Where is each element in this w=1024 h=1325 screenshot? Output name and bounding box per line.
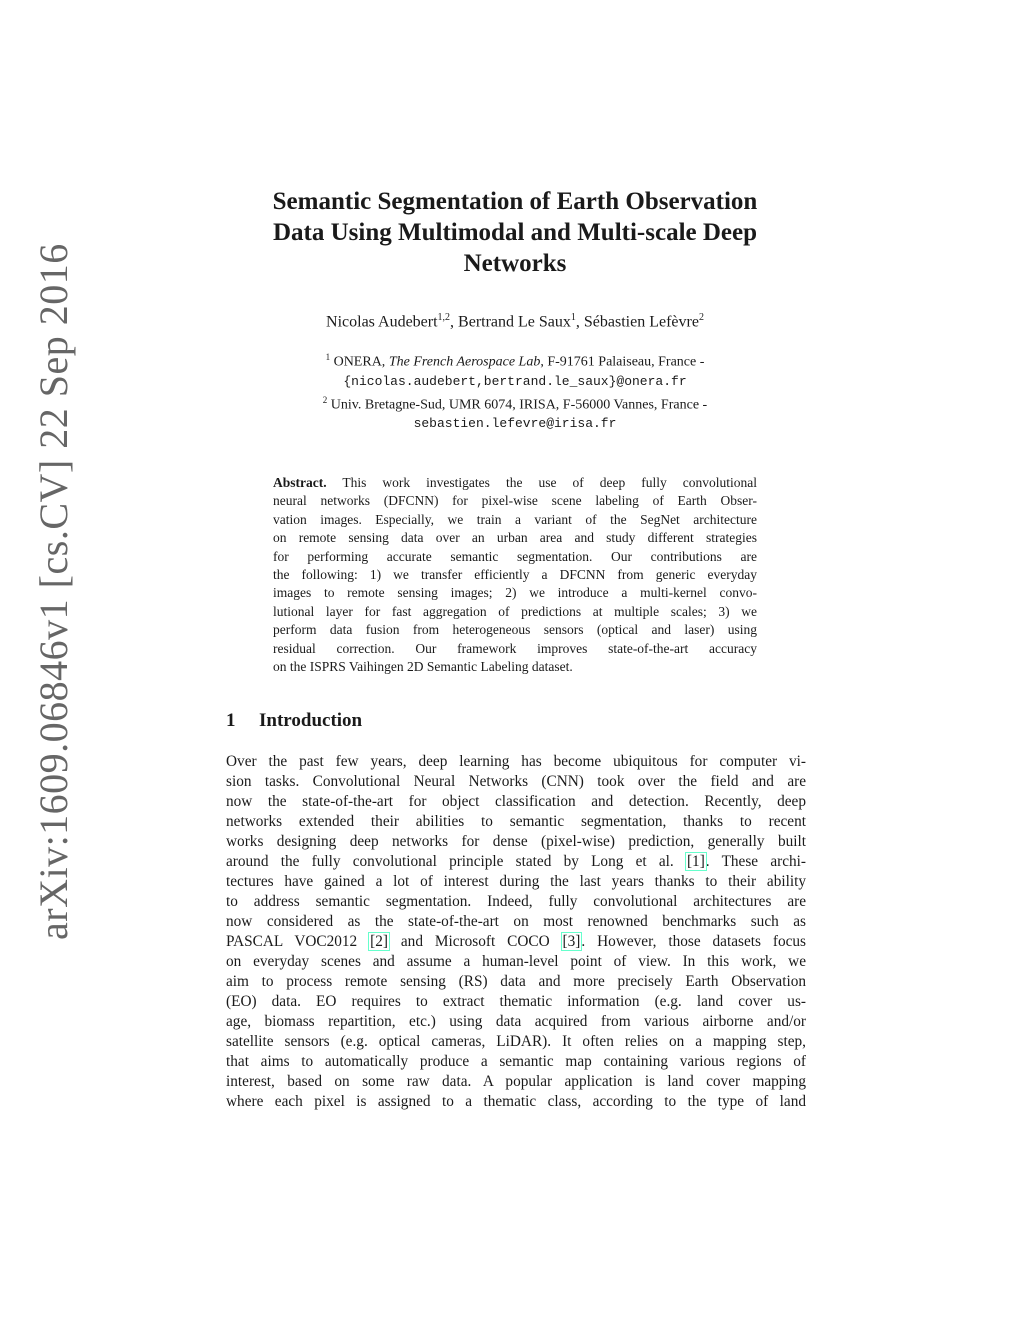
- author-affil-mark: 2: [698, 312, 704, 323]
- body-line: age, biomass repartition, etc.) using data acquired from various airborne and/or: [226, 1013, 806, 1030]
- author-affil-mark: 1,2: [437, 312, 451, 323]
- abstract-line: [273, 474, 757, 492]
- abstract-line: neural networks (DFCNN) for pixel-wise scene labeling of Earth Obser-: [273, 493, 757, 509]
- section-number: 1: [226, 710, 236, 731]
- abstract-line: perform data fusion from heterogeneous sensors (optical and laser) using: [273, 622, 757, 638]
- body-line: Over the past few years, deep learning has become ubiquitous for computer vi-: [226, 753, 806, 770]
- body-line: now considered as the state-of-the-art on most renowned benchmarks such as: [226, 913, 806, 930]
- body-line: that aims to automatically produce a semantic map containing various regions of: [226, 1053, 806, 1070]
- citation-link[interactable]: [2]: [370, 933, 388, 950]
- affiliation-line: [180, 348, 850, 372]
- title-line: Data Using Multimodal and Multi-scale Deep: [272, 219, 758, 246]
- author-name: , Bertrand Le Saux: [450, 313, 571, 331]
- body-line: interest, based on some raw data. A popular application is land cover mapping: [226, 1073, 806, 1090]
- body-line: aim to process remote sensing (RS) data and more precisely Earth Observation: [226, 973, 806, 990]
- citation-link[interactable]: [1]: [686, 853, 705, 870]
- abstract-line: the following: 1) we transfer efficiently a DFCNN from generic everyday: [273, 567, 757, 583]
- abstract-line: for performing accurate semantic segmentation. Our contributions are: [273, 548, 757, 564]
- email-line: sebastien.lefevre@irisa.fr: [413, 416, 617, 432]
- abstract-line: on the ISPRS Vaihingen 2D Semantic Labeling dataset.: [273, 659, 573, 675]
- body-line: networks extended their abilities to semantic segmentation, thanks to recent: [226, 813, 806, 830]
- abstract-line: vation images. Especially, we train a variant of the SegNet architecture: [273, 511, 757, 527]
- author-list: [180, 312, 850, 331]
- affil-mark: 2: [322, 394, 328, 405]
- abstract-line: on remote sensing data over an urban area and study different strategies: [273, 530, 757, 546]
- body-line: where each pixel is assigned to a thematic class, according to the type of land: [226, 1093, 806, 1110]
- arxiv-identifier: arXiv:1609.06846v1 [cs.CV] 22 Sep 2016: [31, 243, 76, 940]
- abstract: [273, 474, 757, 676]
- body-text: . However, those datasets focus: [581, 933, 806, 950]
- body-text: and Microsoft COCO: [388, 933, 562, 950]
- affiliations: [180, 348, 850, 433]
- citation-link[interactable]: [3]: [562, 933, 581, 950]
- affil-text: ONERA,: [330, 354, 389, 370]
- affil-mark: 1: [325, 352, 331, 362]
- body-text: . These archi-: [705, 853, 806, 870]
- body-text: PASCAL VOC2012: [226, 933, 370, 950]
- abstract-line: residual correction. Our framework improves state-of-the-art accuracy: [273, 640, 757, 656]
- body-line: satellite sensors (e.g. optical cameras, LiDAR). It often relies on a mapping step,: [226, 1033, 806, 1050]
- section-heading: [226, 710, 362, 732]
- body-line: on everyday scenes and assume a human-level point of view. In this work, we: [226, 953, 806, 970]
- affil-text: Univ. Bretagne-Sud, UMR 6074, IRISA, F-56000 Vannes, France -: [327, 397, 708, 413]
- body-line: to address semantic segmentation. Indeed, fully convolutional architectures are: [226, 893, 806, 910]
- body-text: around the fully convolutional principle stated by Long et al.: [226, 853, 686, 870]
- author-name: , Sébastien Lefèvre: [575, 313, 699, 331]
- author-affil-mark: 1: [570, 312, 576, 323]
- author-name: Nicolas Audebert: [326, 313, 438, 331]
- body-line: works designing deep networks for dense (pixel-wise) prediction, generally built: [226, 833, 806, 850]
- title-line: Networks: [463, 250, 567, 277]
- paper-title: [180, 186, 850, 279]
- email-line: {nicolas.audebert,bertrand.le_saux}@onera.fr: [343, 373, 687, 389]
- affil-lab-name: The French Aerospace Lab: [388, 354, 541, 370]
- affiliation-line: [180, 391, 850, 415]
- body-line: now the state-of-the-art for object classification and detection. Recently, deep: [226, 793, 806, 810]
- body-line: tectures have gained a lot of interest during the last years thanks to their ability: [226, 873, 806, 890]
- abstract-line: lutional layer for fast aggregation of predictions at multiple scales; 3) we: [273, 603, 757, 619]
- section-title: Introduction: [259, 710, 363, 731]
- affil-text: , F-91761 Palaiseau, France -: [540, 354, 705, 370]
- abstract-line: images to remote sensing images; 2) we introduce a multi-kernel convo-: [273, 585, 757, 601]
- body-line: (EO) data. EO requires to extract thematic information (e.g. land cover us-: [226, 993, 806, 1010]
- title-line: Semantic Segmentation of Earth Observation: [272, 188, 758, 215]
- body-line: [226, 932, 806, 952]
- abstract-label: Abstract.: [273, 475, 327, 490]
- body-line: [226, 852, 806, 872]
- abstract-text: This work investigates the use of deep fully convolutional: [326, 475, 757, 490]
- introduction-text: [226, 752, 806, 1112]
- body-line: sion tasks. Convolutional Neural Networks (CNN) took over the field and are: [226, 773, 806, 790]
